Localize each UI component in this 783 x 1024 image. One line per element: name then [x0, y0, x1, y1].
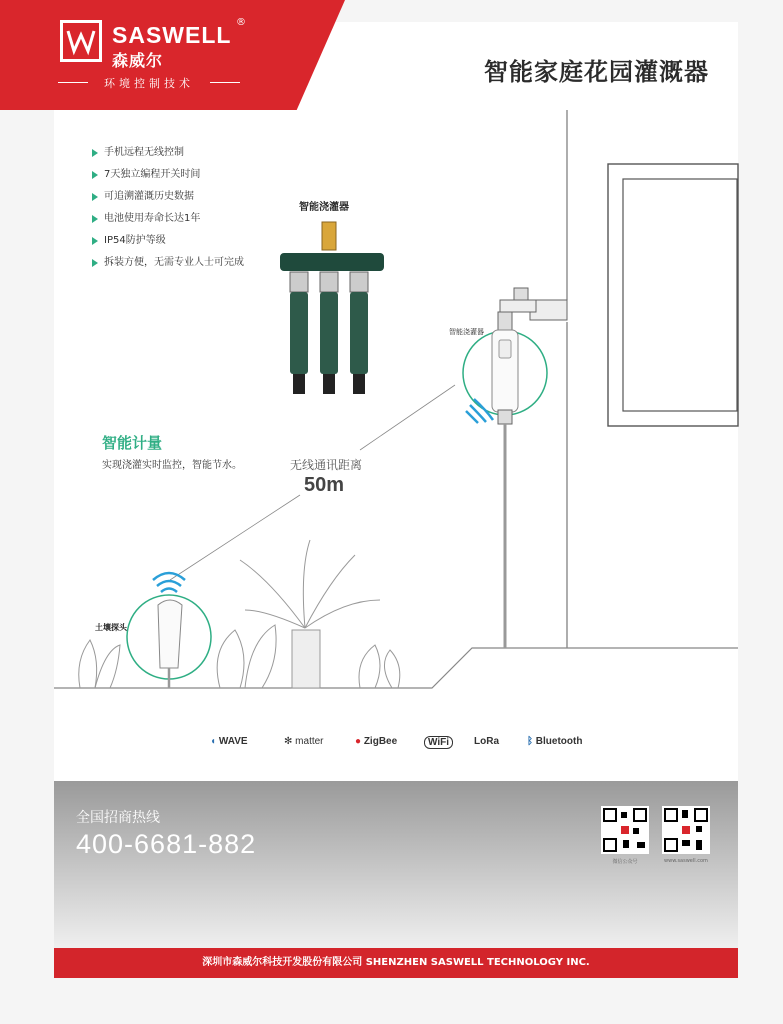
- feature-item: 拆装方便，无需专业人士可完成: [92, 256, 244, 278]
- zwave-logo: ◖ WAVE: [210, 736, 248, 747]
- wechat-qr-caption: 微信公众号: [612, 859, 638, 865]
- feature-item: IP54防护等级: [92, 234, 244, 256]
- matter-logo: ✻ matter: [284, 736, 324, 747]
- feature-item: 电池使用寿命长达1年: [92, 212, 244, 234]
- feature-item: 手机远程无线控制: [92, 146, 244, 168]
- website-qr-caption: www.saswell.com: [664, 858, 708, 864]
- registered-mark: ®: [236, 17, 246, 28]
- hotline-number: 400-6681-882: [76, 829, 257, 859]
- wechat-qr-code: [601, 806, 649, 854]
- website-qr-code: [662, 806, 710, 854]
- protocol-logos: [210, 736, 590, 758]
- soil-sensor-label: 土壤探头: [95, 623, 127, 632]
- lora-logo: LoRa: [474, 736, 499, 747]
- device-label: 智能浇灌器: [449, 328, 484, 336]
- wifi-logo: WiFi: [424, 736, 453, 749]
- brand-tagline: 环境控制技术: [58, 75, 240, 91]
- wireless-range-label: 无线通讯距离: [290, 458, 363, 472]
- hotline-label: 全国招商热线: [76, 810, 160, 826]
- feature-item: 可追溯灌溉历史数据: [92, 190, 244, 212]
- controller-label: 智能浇灌器: [299, 202, 349, 213]
- footer-company: 深圳市森威尔科技开发股份有限公司 SHENZHEN SASWELL TECHNOLOGY INC.: [54, 948, 738, 978]
- feature-list: [92, 146, 244, 278]
- bluetooth-logo: ᛒ Bluetooth: [527, 736, 583, 747]
- brand-name-cn: 森威尔: [112, 51, 164, 70]
- zigbee-logo: ● ZigBee: [355, 736, 398, 747]
- metering-desc: 实现浇灌实时监控，智能节水。: [102, 460, 242, 471]
- brand-name-en: SASWELL: [112, 22, 232, 48]
- wireless-range-value: 50m: [304, 474, 345, 496]
- metering-title: 智能计量: [102, 434, 163, 452]
- feature-item: 7天独立编程开关时间: [92, 168, 244, 190]
- page-title: 智能家庭花园灌溉器: [484, 58, 709, 86]
